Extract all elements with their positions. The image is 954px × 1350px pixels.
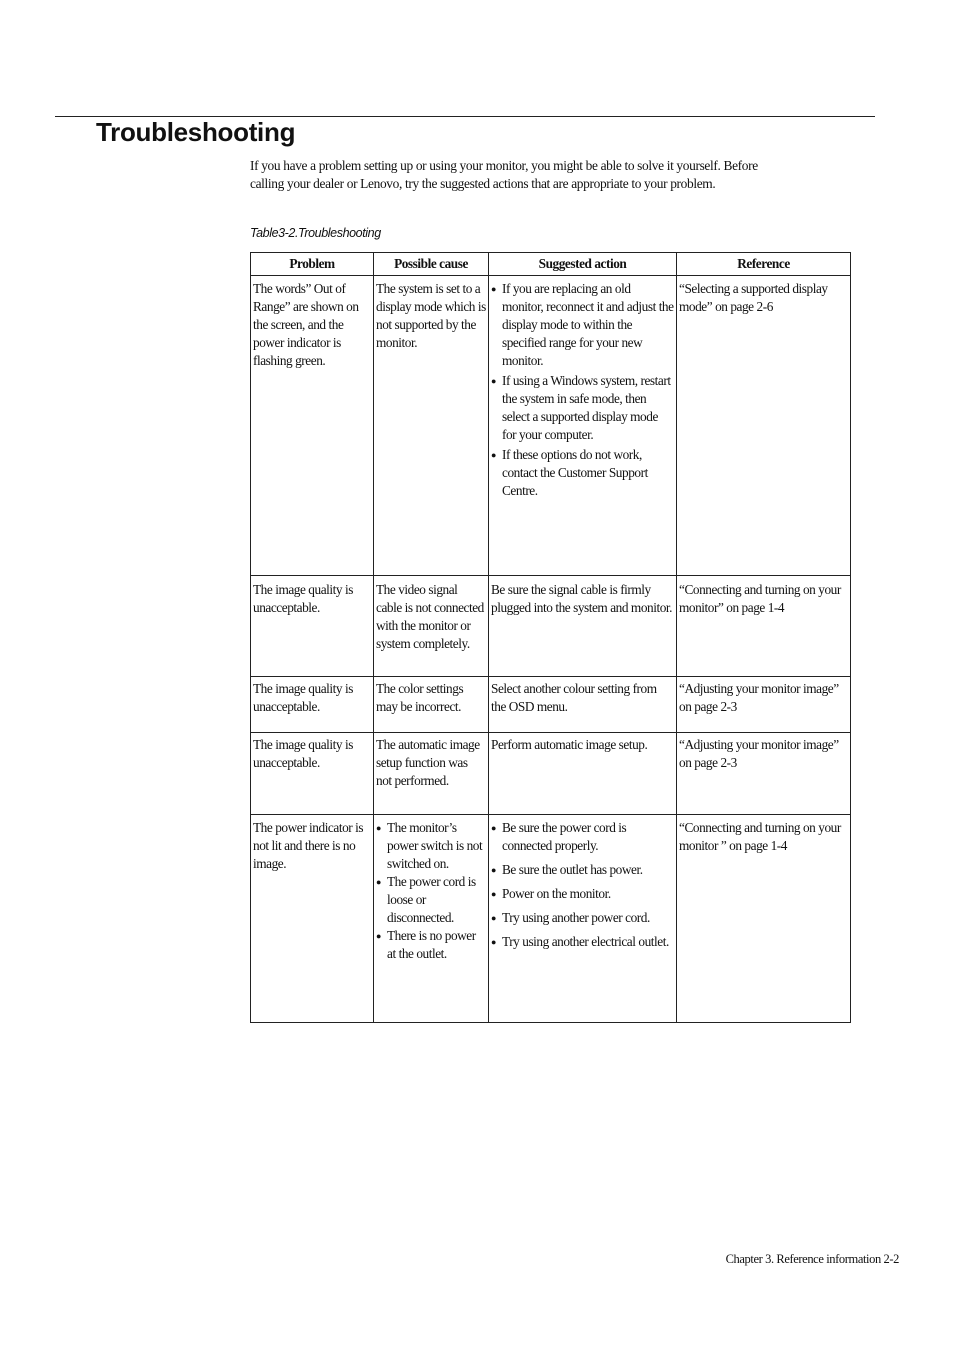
action-item: ● Try using another power cord. [491,909,674,927]
page-title: Troubleshooting [96,117,296,147]
table-caption: Table3-2.Troubleshooting [250,226,381,240]
action-item: ● If using a Windows system, restart the system in safe mode, then select a supported display mode for your computer. [491,372,674,444]
table-row [251,576,851,677]
table-header-row [251,253,851,276]
problem-cell: The image quality is unacceptable. [251,677,374,733]
cause-item: ● The monitor’s power switch is not switched on. [376,819,486,873]
action-cell: Perform automatic image setup. [489,733,677,815]
table-row [251,815,851,1023]
cause-item: ● There is no power at the outlet. [376,927,486,963]
cause-cell: The color settings may be incorrect. [374,677,489,733]
header-suggested-action: Suggested action [489,253,677,276]
cause-list [376,819,486,963]
action-list [491,280,674,500]
action-item: ● Be sure the outlet has power. [491,861,674,879]
action-item: ● If these options do not work, contact the Customer Support Centre. [491,446,674,500]
action-cell: Select another colour setting from the OSD menu. [489,677,677,733]
action-list [491,819,674,951]
reference-cell: “Connecting and turning on your monitor” on page 1-4 [677,576,851,677]
table-row [251,677,851,733]
cause-item: ● The power cord is loose or disconnected. [376,873,486,927]
troubleshooting-table [250,252,851,1023]
action-cell [489,815,677,1023]
reference-cell: “Selecting a supported display mode” on page 2-6 [677,276,851,576]
intro-paragraph: If you have a problem setting up or using your monitor, you might be able to solve it yourself. Before calling your dealer or Lenovo, try the suggested actions that are appropriate to your problem. [250,158,758,191]
cause-cell [374,815,489,1023]
table-row [251,276,851,576]
problem-cell: The image quality is unacceptable. [251,733,374,815]
problem-cell: The image quality is unacceptable. [251,576,374,677]
cause-cell: The video signal cable is not connected with the monitor or system completely. [374,576,489,677]
reference-cell: “Connecting and turning on your monitor ” on page 1-4 [677,815,851,1023]
action-cell: Be sure the signal cable is firmly plugged into the system and monitor. [489,576,677,677]
cause-cell: The system is set to a display mode which is not supported by the monitor. [374,276,489,576]
header-reference: Reference [677,253,851,276]
action-item: ● If you are replacing an old monitor, reconnect it and adjust the display mode to within the specified range for your new monitor. [491,280,674,370]
cause-cell: The automatic image setup function was not performed. [374,733,489,815]
action-item: ● Try using another electrical outlet. [491,933,674,951]
reference-cell: “Adjusting your monitor image” on page 2-3 [677,733,851,815]
action-item: ● Power on the monitor. [491,885,674,903]
header-possible-cause: Possible cause [374,253,489,276]
header-problem: Problem [251,253,374,276]
problem-cell: The power indicator is not lit and there is no image. [251,815,374,1023]
reference-cell: “Adjusting your monitor image” on page 2-3 [677,677,851,733]
action-item: ● Be sure the power cord is connected properly. [491,819,674,855]
page-footer: Chapter 3. Reference information 2-2 [725,1252,899,1266]
action-cell [489,276,677,576]
table-row [251,733,851,815]
problem-cell: The words” Out of Range” are shown on the screen, and the power indicator is flashing green. [251,276,374,576]
